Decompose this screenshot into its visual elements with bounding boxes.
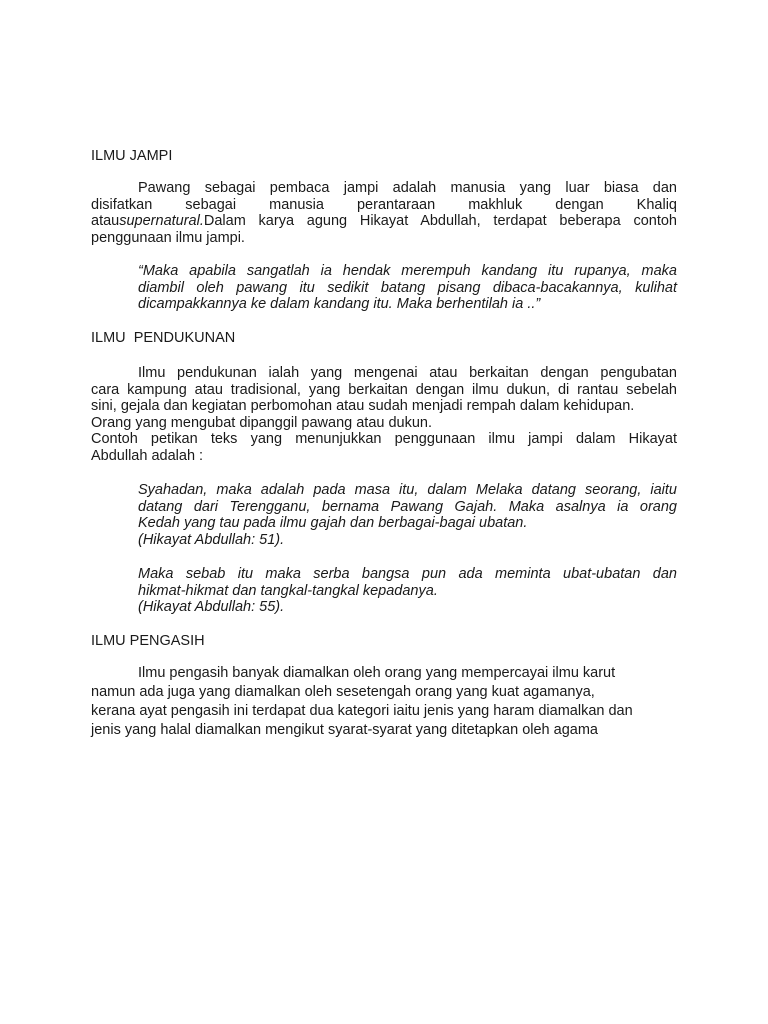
text-line: kerana ayat pengasih ini terdapat dua kategori iaitu jenis yang haram diamalkan dan bbox=[91, 703, 633, 719]
quote-citation: (Hikayat Abdullah: 51). bbox=[138, 531, 285, 548]
quote-ilmu-jampi bbox=[138, 263, 677, 313]
text-segment: Dalam karya agung Hikayat Abdullah, terdapat beberapa contoh bbox=[203, 213, 677, 229]
heading-ilmu-pendukunan: ILMU PENDUKUNAN bbox=[91, 330, 236, 346]
text-line: Ilmu pengasih banyak diamalkan oleh orang yang mempercayai ilmu karut bbox=[138, 665, 616, 681]
text-line: Pawang sebagai pembaca jampi adalah manusia yang luar biasa dan bbox=[138, 180, 677, 196]
text-line: Ilmu pendukunan ialah yang mengenai atau berkaitan dengan pengubatan bbox=[138, 365, 677, 381]
text-line: jenis yang halal diamalkan mengikut syarat-syarat yang ditetapkan oleh agama bbox=[91, 722, 598, 738]
quote-line: diambil oleh pawang itu sedikit batang pisang dibaca-bacakannya, kulihat bbox=[138, 279, 677, 296]
paragraph-ilmu-jampi bbox=[91, 180, 677, 246]
quote-line: “Maka apabila sangatlah ia hendak merempuh kandang itu rupanya, maka bbox=[138, 263, 677, 279]
quote-ubat-ubatan bbox=[138, 566, 677, 616]
heading-ilmu-jampi: ILMU JAMPI bbox=[91, 148, 173, 164]
quote-line: datang dari Terengganu, bernama Pawang Gajah. Maka asalnya ia orang bbox=[138, 498, 677, 515]
quote-line: Maka sebab itu maka serba bangsa pun ada meminta ubat-ubatan dan bbox=[138, 566, 677, 582]
quote-line: Syahadan, maka adalah pada masa itu, dalam Melaka datang seorang, iaitu bbox=[138, 482, 677, 498]
quote-line: dicampakkannya ke dalam kandang itu. Maka berhentilah ia ..” bbox=[138, 296, 541, 312]
text-line: Abdullah adalah : bbox=[91, 447, 204, 464]
quote-pawang-gajah bbox=[138, 482, 677, 548]
text-line: Orang yang mengubat dipanggil pawang atau dukun. bbox=[91, 414, 433, 431]
paragraph-ilmu-pengasih bbox=[91, 664, 677, 740]
paragraph-ilmu-pendukunan bbox=[91, 365, 677, 464]
text-line: sini, gejala dan kegiatan perbomohan atau sudah menjadi rempah dalam kehidupan. bbox=[91, 398, 635, 414]
italic-term: supernatural. bbox=[119, 213, 204, 229]
text-line: cara kampung atau tradisional, yang berkaitan dengan ilmu dukun, di rantau sebelah bbox=[91, 381, 677, 398]
heading-ilmu-pengasih: ILMU PENGASIH bbox=[91, 633, 205, 649]
text-line: namun ada juga yang diamalkan oleh sesetengah orang yang kuat agamanya, bbox=[91, 684, 595, 700]
quote-line: Kedah yang tau pada ilmu gajah dan berbagai-bagai ubatan. bbox=[138, 515, 528, 531]
text-line: penggunaan ilmu jampi. bbox=[91, 229, 245, 246]
text-line bbox=[91, 213, 677, 230]
quote-line: hikmat-hikmat dan tangkal-tangkal kepadanya. bbox=[138, 582, 438, 599]
text-line: disifatkan sebagai manusia perantaraan makhluk dengan Khaliq bbox=[91, 196, 677, 213]
text-segment: atau bbox=[91, 213, 120, 229]
text-line: Contoh petikan teks yang menunjukkan penggunaan ilmu jampi dalam Hikayat bbox=[91, 431, 677, 447]
quote-citation: (Hikayat Abdullah: 55). bbox=[138, 599, 285, 615]
